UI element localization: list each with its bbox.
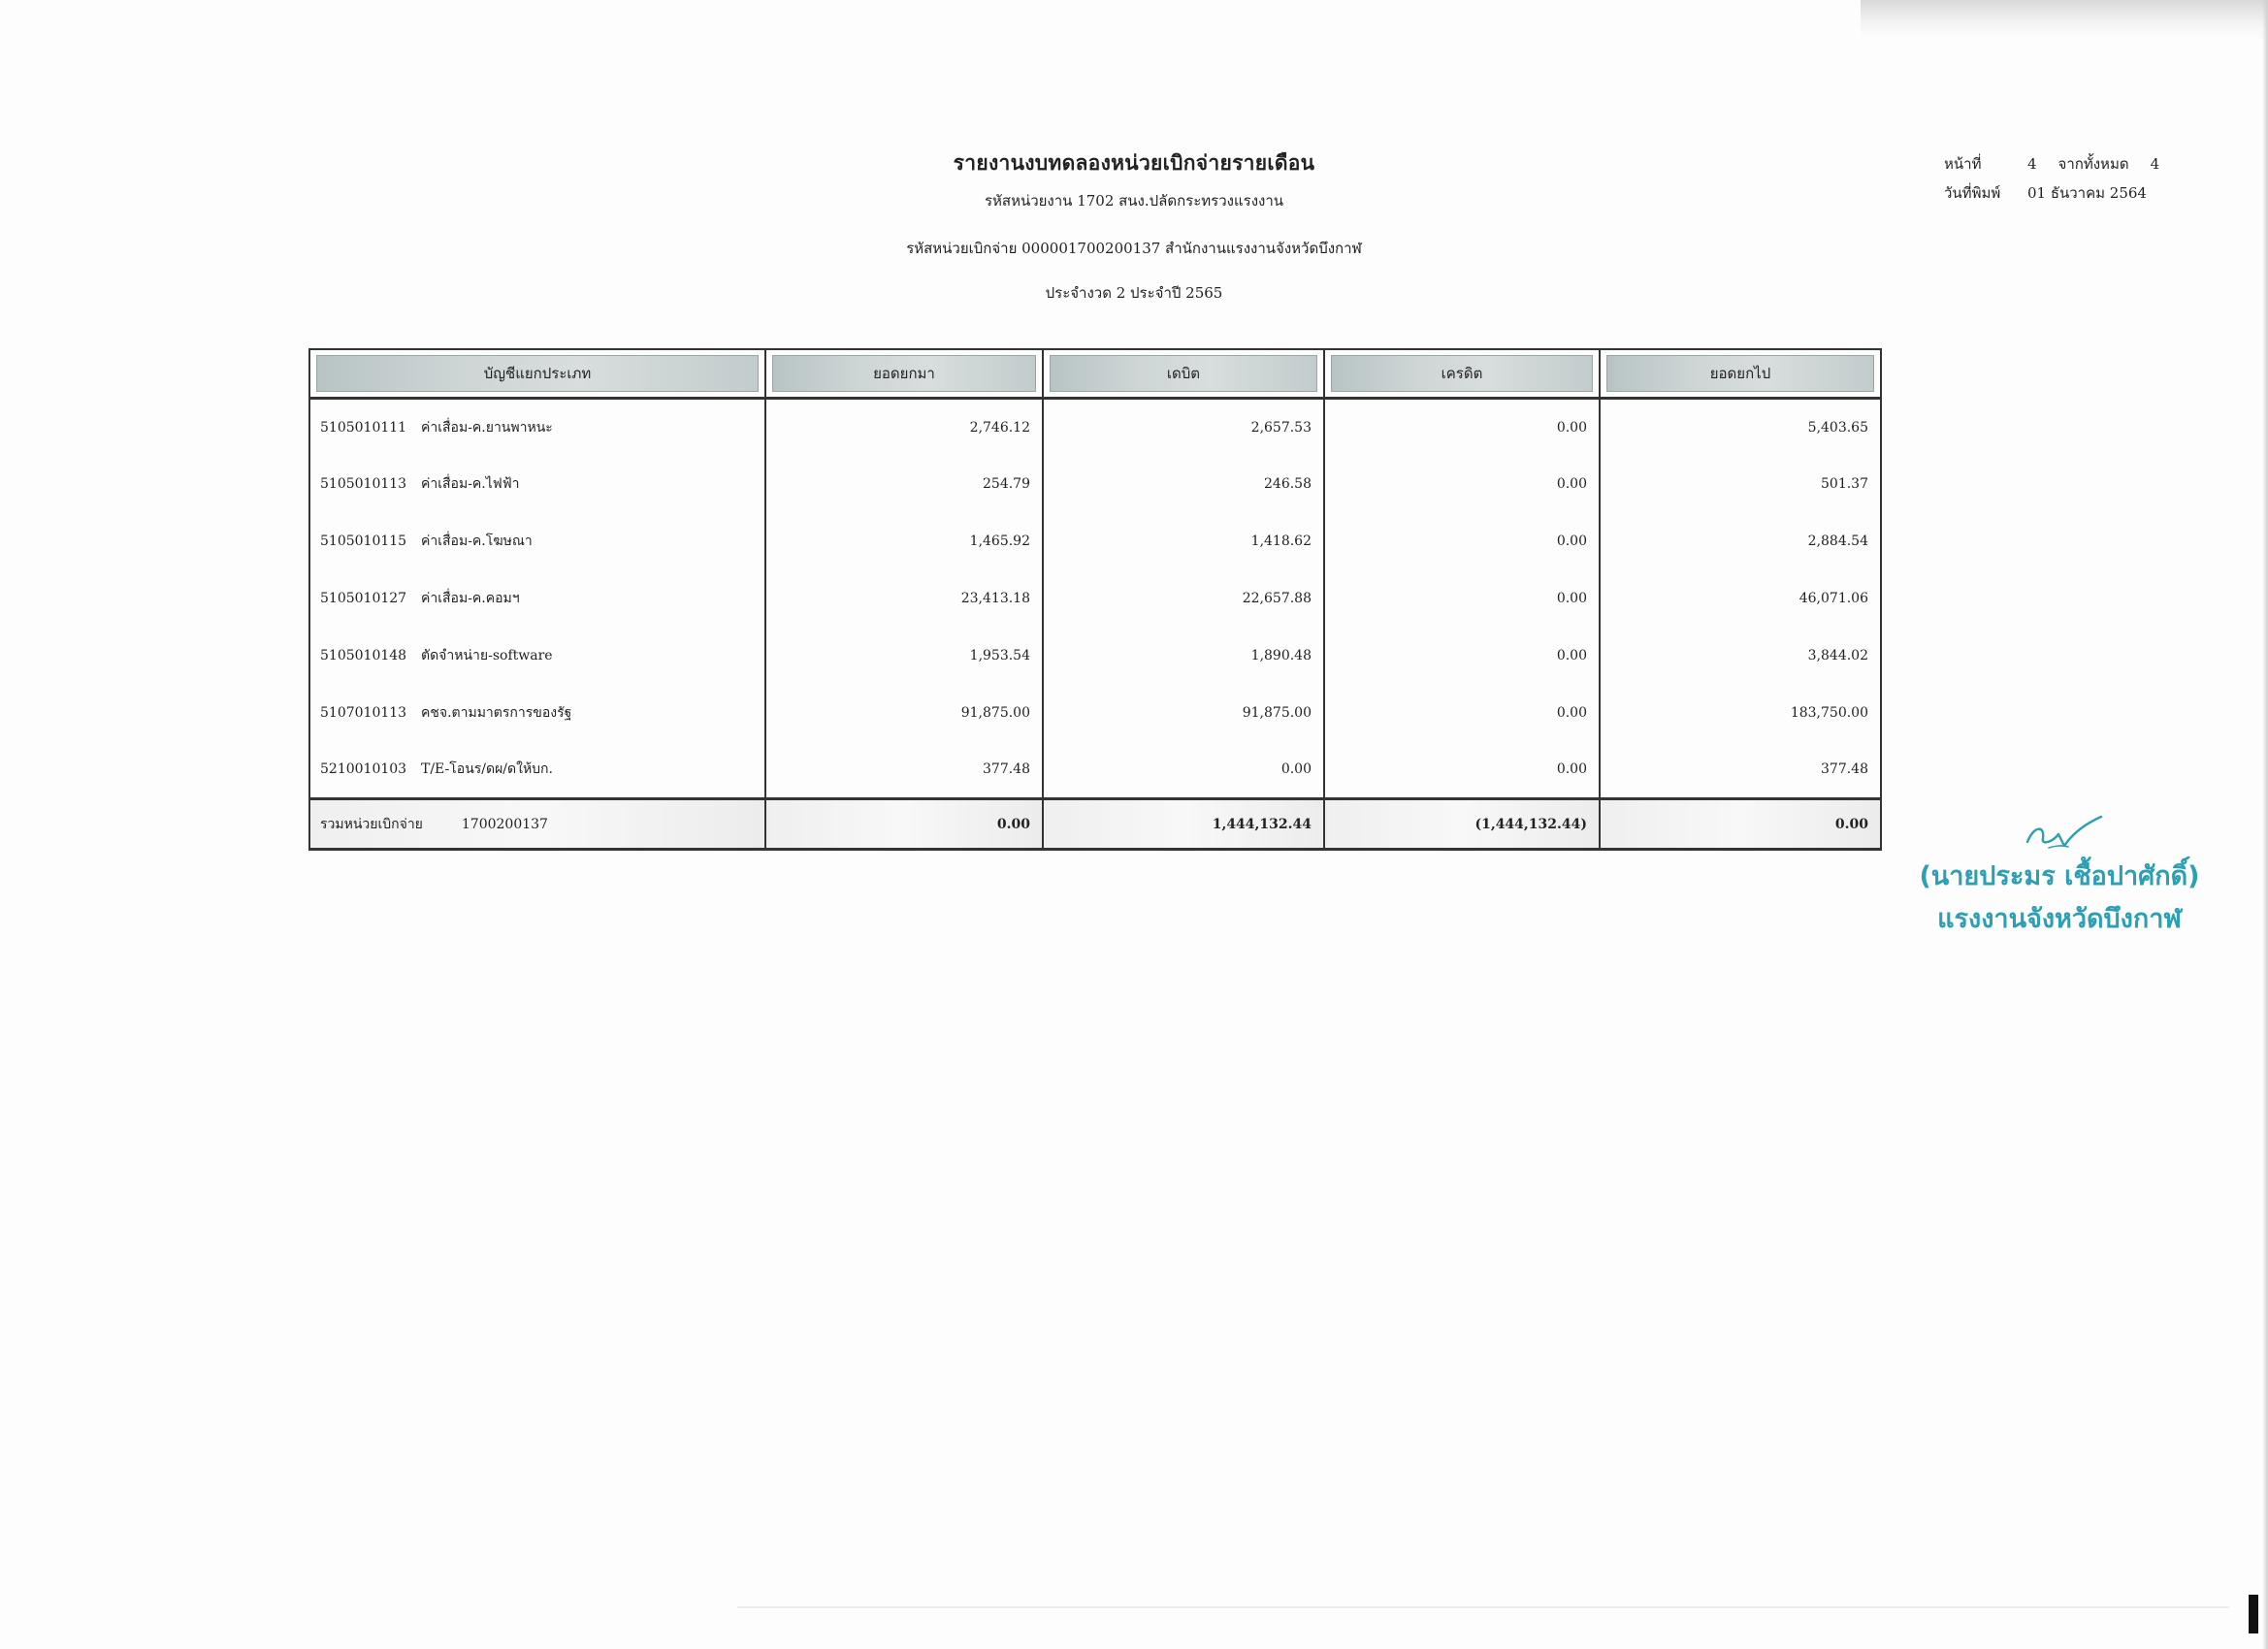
total-unit-code: 1700200137 — [461, 816, 548, 832]
brought-forward-cell: 91,875.00 — [765, 685, 1043, 742]
page-number-row — [1944, 149, 2159, 178]
agency-line: รหัสหน่วยงาน 1702 สนง.ปลัดกระทรวงแรงงาน — [984, 192, 1284, 210]
account-cell — [309, 513, 765, 570]
account-cell — [309, 742, 765, 799]
credit-cell: 0.00 — [1324, 742, 1600, 799]
account-cell — [309, 456, 765, 513]
account-name: ค่าเสื่อม-ค.คอมฯ — [421, 591, 520, 606]
carried-forward-cell: 3,844.02 — [1600, 628, 1881, 685]
credit-cell: 0.00 — [1324, 399, 1600, 456]
column-header-carried-forward — [1600, 349, 1881, 399]
table-header-row — [309, 349, 1881, 399]
carried-forward-cell: 501.37 — [1600, 456, 1881, 513]
scan-shadow — [1861, 0, 2268, 39]
carried-forward-cell: 183,750.00 — [1600, 685, 1881, 742]
account-name: คชจ.ตามมาตรการของรัฐ — [421, 705, 572, 721]
credit-cell: 0.00 — [1324, 685, 1600, 742]
brought-forward-cell: 1,953.54 — [765, 628, 1043, 685]
print-date-label: วันที่พิมพ์ — [1944, 184, 2001, 202]
scan-mark — [2249, 1595, 2258, 1633]
credit-cell: 0.00 — [1324, 570, 1600, 628]
table-row — [309, 685, 1881, 742]
page-label: หน้าที่ — [1944, 155, 1982, 173]
column-header-label: บัญชีแยกประเภท — [316, 355, 759, 392]
total-label-cell — [309, 799, 765, 850]
account-code: 5105010113 — [320, 476, 407, 492]
debit-cell: 0.00 — [1043, 742, 1324, 799]
table-row — [309, 456, 1881, 513]
account-code: 5105010111 — [320, 419, 407, 436]
account-code: 5107010113 — [320, 705, 407, 721]
brought-forward-cell: 23,413.18 — [765, 570, 1043, 628]
scan-bottom-line — [737, 1606, 2229, 1608]
total-label: รวมหน่วยเบิกจ่าย — [320, 816, 423, 832]
signer-position: แรงงานจังหวัดบึงกาฬ — [1937, 904, 2182, 934]
account-cell — [309, 628, 765, 685]
period-line: ประจำงวด 2 ประจำปี 2565 — [1045, 284, 1223, 302]
debit-cell: 1,418.62 — [1043, 513, 1324, 570]
debit-cell: 91,875.00 — [1043, 685, 1324, 742]
column-header-label: เครดิต — [1331, 355, 1593, 392]
signature-block — [1899, 813, 2219, 941]
account-name: ตัดจำหน่าย-software — [421, 648, 553, 663]
page-number: 4 — [2027, 155, 2037, 173]
debit-cell: 22,657.88 — [1043, 570, 1324, 628]
carried-forward-cell: 377.48 — [1600, 742, 1881, 799]
column-header-account — [309, 349, 765, 399]
total-brought-forward: 0.00 — [765, 799, 1043, 850]
brought-forward-cell: 254.79 — [765, 456, 1043, 513]
table-row — [309, 742, 1881, 799]
credit-cell: 0.00 — [1324, 628, 1600, 685]
credit-cell: 0.00 — [1324, 513, 1600, 570]
print-date-row — [1944, 178, 2159, 208]
account-name: ค่าเสื่อม-ค.ไฟฟ้า — [421, 476, 520, 492]
signer-name: (นายประมร เชื้อปาศักดิ์) — [1919, 861, 2200, 891]
column-header-brought-forward — [765, 349, 1043, 399]
debit-cell: 1,890.48 — [1043, 628, 1324, 685]
carried-forward-cell: 5,403.65 — [1600, 399, 1881, 456]
print-date: 01 ธันวาคม 2564 — [2027, 184, 2147, 202]
page-info — [1944, 149, 2159, 208]
trial-balance-table — [308, 348, 1882, 851]
column-header-credit — [1324, 349, 1600, 399]
account-code: 5105010127 — [320, 591, 407, 606]
account-code: 5210010103 — [320, 761, 407, 778]
column-header-label: ยอดยกมา — [772, 355, 1036, 392]
handwritten-signature-icon — [2006, 813, 2113, 854]
total-pages-label: จากทั้งหมด — [2057, 155, 2129, 173]
column-header-label: ยอดยกไป — [1606, 355, 1874, 392]
brought-forward-cell: 2,746.12 — [765, 399, 1043, 456]
total-row — [309, 799, 1881, 850]
disburse-unit-line: รหัสหน่วยเบิกจ่าย 000001700200137 สำนักงานแรงงานจังหวัดบึงกาฬ — [906, 240, 1362, 257]
account-name: ค่าเสื่อม-ค.ยานพาหนะ — [421, 419, 553, 436]
total-debit: 1,444,132.44 — [1043, 799, 1324, 850]
column-header-label: เดบิต — [1050, 355, 1317, 392]
table-row — [309, 513, 1881, 570]
account-name: ค่าเสื่อม-ค.โฆษณา — [421, 534, 533, 549]
total-credit: (1,444,132.44) — [1324, 799, 1600, 850]
debit-cell: 2,657.53 — [1043, 399, 1324, 456]
carried-forward-cell: 46,071.06 — [1600, 570, 1881, 628]
account-cell — [309, 570, 765, 628]
total-pages: 4 — [2150, 155, 2160, 173]
account-cell — [309, 399, 765, 456]
account-cell — [309, 685, 765, 742]
total-carried-forward: 0.00 — [1600, 799, 1881, 850]
table-row — [309, 399, 1881, 456]
debit-cell: 246.58 — [1043, 456, 1324, 513]
carried-forward-cell: 2,884.54 — [1600, 513, 1881, 570]
brought-forward-cell: 1,465.92 — [765, 513, 1043, 570]
account-name: T/E-โอนร/ดผ/ดให้บก. — [421, 761, 553, 778]
column-header-debit — [1043, 349, 1324, 399]
report-title: รายงานงบทดลองหน่วยเบิกจ่ายรายเดือน — [953, 150, 1315, 175]
table-row — [309, 570, 1881, 628]
account-code: 5105010115 — [320, 534, 407, 549]
brought-forward-cell: 377.48 — [765, 742, 1043, 799]
credit-cell: 0.00 — [1324, 456, 1600, 513]
account-code: 5105010148 — [320, 648, 407, 663]
table-row — [309, 628, 1881, 685]
